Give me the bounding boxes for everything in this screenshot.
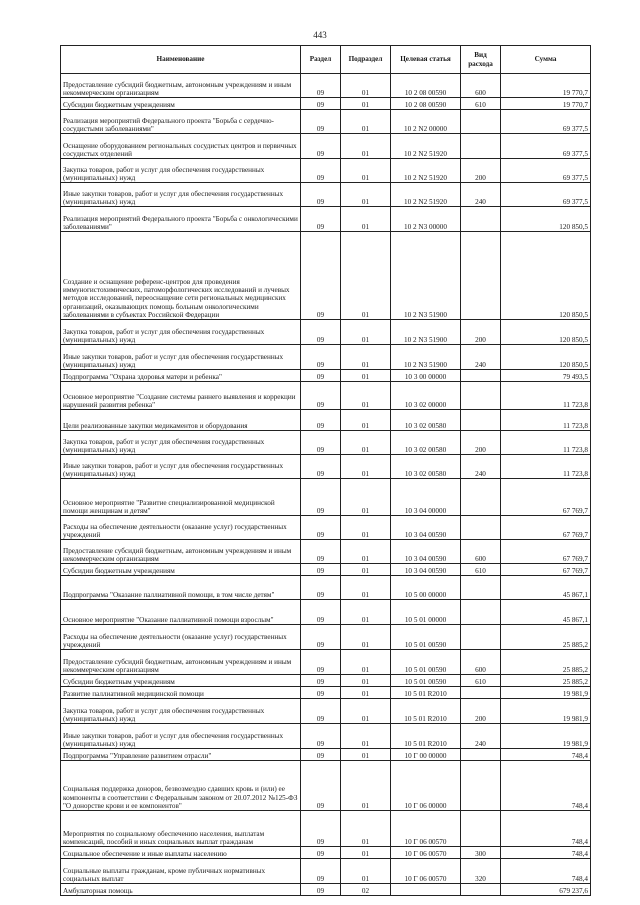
cell-podrazdel: 01 xyxy=(341,134,391,159)
cell-razdel: 09 xyxy=(301,455,341,479)
cell-podrazdel: 01 xyxy=(341,110,391,134)
cell-summa: 25 885,2 xyxy=(501,625,591,650)
table-row xyxy=(61,687,591,699)
cell-razdel: 09 xyxy=(301,859,341,884)
cell-razdel: 09 xyxy=(301,576,341,600)
cell-podrazdel: 01 xyxy=(341,183,391,207)
cell-statya: 10 2 N2 51920 xyxy=(391,183,461,207)
cell-razdel: 09 xyxy=(301,345,341,370)
table-row xyxy=(61,761,591,811)
cell-vid xyxy=(461,410,501,431)
table-row xyxy=(61,479,591,516)
cell-statya: 10 5 01 00590 xyxy=(391,650,461,675)
cell-name: Социальная поддержка доноров, безвозмездно сдавших кровь и (или) ее компоненты в соответствии с Федеральным законом от 20.07.2012 №125-ФЗ "О донорстве крови и ее компонентов" xyxy=(61,761,301,811)
table-row xyxy=(61,74,591,98)
cell-statya: 10 2 N3 51900 xyxy=(391,320,461,345)
cell-vid: 240 xyxy=(461,183,501,207)
cell-statya: 10 3 02 00580 xyxy=(391,455,461,479)
cell-summa: 19 981,9 xyxy=(501,724,591,749)
cell-statya: 10 Г 00 00000 xyxy=(391,749,461,761)
cell-podrazdel: 01 xyxy=(341,232,391,320)
cell-vid xyxy=(461,749,501,761)
cell-razdel: 09 xyxy=(301,410,341,431)
header-summa: Сумма xyxy=(501,46,591,74)
header-row xyxy=(61,46,591,74)
cell-statya: 10 5 00 00000 xyxy=(391,576,461,600)
cell-summa: 45 867,1 xyxy=(501,600,591,625)
cell-razdel: 09 xyxy=(301,600,341,625)
cell-vid xyxy=(461,576,501,600)
cell-vid: 240 xyxy=(461,455,501,479)
cell-razdel: 09 xyxy=(301,811,341,847)
cell-razdel: 09 xyxy=(301,159,341,183)
cell-summa: 120 850,5 xyxy=(501,207,591,232)
cell-vid: 240 xyxy=(461,345,501,370)
cell-vid: 300 xyxy=(461,847,501,859)
cell-summa: 120 850,5 xyxy=(501,320,591,345)
cell-name: Закупка товаров, работ и услуг для обеспечения государственных (муниципальных) нужд xyxy=(61,699,301,724)
cell-summa: 69 377,5 xyxy=(501,183,591,207)
cell-vid xyxy=(461,687,501,699)
cell-statya: 10 2 08 00590 xyxy=(391,98,461,110)
cell-vid xyxy=(461,207,501,232)
table-row xyxy=(61,370,591,382)
cell-podrazdel: 01 xyxy=(341,516,391,540)
table-row xyxy=(61,749,591,761)
cell-podrazdel: 02 xyxy=(341,884,391,896)
cell-statya: 10 Г 06 00000 xyxy=(391,761,461,811)
budget-table xyxy=(60,45,591,896)
cell-statya: 10 2 N2 51920 xyxy=(391,134,461,159)
header-statya: Целевая статья xyxy=(391,46,461,74)
cell-summa: 69 377,5 xyxy=(501,110,591,134)
cell-podrazdel: 01 xyxy=(341,345,391,370)
header-vid: Вид расхода xyxy=(461,46,501,74)
cell-statya: 10 5 01 R2010 xyxy=(391,687,461,699)
cell-name: Социальное обеспечение и иные выплаты населению xyxy=(61,847,301,859)
cell-statya: 10 2 N3 00000 xyxy=(391,207,461,232)
cell-razdel: 09 xyxy=(301,431,341,455)
table-row xyxy=(61,859,591,884)
cell-razdel: 09 xyxy=(301,749,341,761)
cell-podrazdel: 01 xyxy=(341,479,391,516)
table-row xyxy=(61,345,591,370)
cell-statya: 10 5 01 R2010 xyxy=(391,699,461,724)
cell-name: Основное мероприятие "Оказание паллиативной помощи взрослым" xyxy=(61,600,301,625)
cell-podrazdel: 01 xyxy=(341,98,391,110)
cell-podrazdel: 01 xyxy=(341,74,391,98)
table-row xyxy=(61,232,591,320)
cell-summa: 67 769,7 xyxy=(501,516,591,540)
cell-vid xyxy=(461,479,501,516)
cell-podrazdel: 01 xyxy=(341,564,391,576)
cell-vid: 610 xyxy=(461,564,501,576)
cell-summa: 679 237,6 xyxy=(501,884,591,896)
table-row xyxy=(61,650,591,675)
cell-podrazdel: 01 xyxy=(341,320,391,345)
cell-razdel: 09 xyxy=(301,884,341,896)
table-row xyxy=(61,431,591,455)
header-podrazdel: Подраздел xyxy=(341,46,391,74)
cell-name: Мероприятия по социальному обеспечению населения, выплатам компенсаций, пособий и иных социальных выплат гражданам xyxy=(61,811,301,847)
cell-razdel: 09 xyxy=(301,207,341,232)
table-row xyxy=(61,699,591,724)
cell-vid xyxy=(461,516,501,540)
cell-name: Предоставление субсидий бюджетным, автономным учреждениям и иным некоммерческим организациям xyxy=(61,540,301,564)
cell-podrazdel: 01 xyxy=(341,410,391,431)
cell-razdel: 09 xyxy=(301,134,341,159)
cell-statya: 10 3 02 00580 xyxy=(391,431,461,455)
cell-razdel: 09 xyxy=(301,98,341,110)
cell-name: Предоставление субсидий бюджетным, автономным учреждениям и иным некоммерческим организациям xyxy=(61,74,301,98)
cell-statya: 10 5 01 R2010 xyxy=(391,724,461,749)
cell-razdel: 09 xyxy=(301,847,341,859)
cell-vid: 200 xyxy=(461,431,501,455)
cell-vid: 610 xyxy=(461,675,501,687)
table-row xyxy=(61,847,591,859)
cell-vid: 600 xyxy=(461,74,501,98)
cell-vid xyxy=(461,134,501,159)
cell-razdel: 09 xyxy=(301,110,341,134)
cell-razdel: 09 xyxy=(301,479,341,516)
cell-statya: 10 3 02 00000 xyxy=(391,382,461,410)
table-body xyxy=(61,74,591,896)
cell-podrazdel: 01 xyxy=(341,207,391,232)
cell-statya: 10 3 02 00580 xyxy=(391,410,461,431)
cell-vid: 600 xyxy=(461,540,501,564)
cell-name: Расходы на обеспечение деятельности (оказание услуг) государственных учреждений xyxy=(61,516,301,540)
cell-summa: 19 981,9 xyxy=(501,699,591,724)
cell-podrazdel: 01 xyxy=(341,811,391,847)
page-number: 443 xyxy=(313,30,327,40)
cell-podrazdel: 01 xyxy=(341,576,391,600)
table-row xyxy=(61,724,591,749)
cell-summa: 748,4 xyxy=(501,847,591,859)
cell-vid: 200 xyxy=(461,159,501,183)
cell-razdel: 09 xyxy=(301,625,341,650)
cell-podrazdel: 01 xyxy=(341,370,391,382)
table-row xyxy=(61,675,591,687)
cell-statya: 10 Г 06 00570 xyxy=(391,859,461,884)
cell-vid xyxy=(461,884,501,896)
table-header xyxy=(61,46,591,74)
cell-summa: 748,4 xyxy=(501,749,591,761)
table-row xyxy=(61,625,591,650)
cell-summa: 25 885,2 xyxy=(501,675,591,687)
table-row xyxy=(61,382,591,410)
cell-name: Основное мероприятие "Развитие специализированной медицинской помощи женщинам и детям" xyxy=(61,479,301,516)
cell-podrazdel: 01 xyxy=(341,859,391,884)
cell-razdel: 09 xyxy=(301,650,341,675)
cell-name: Закупка товаров, работ и услуг для обеспечения государственных (муниципальных) нужд xyxy=(61,431,301,455)
cell-razdel: 09 xyxy=(301,320,341,345)
table-row xyxy=(61,564,591,576)
cell-name: Создание и оснащение референс-центров для проведения иммуногистохимических, патоморфологических исследований и лучевых методов исследований, переоснащение сети региональных медицинских организаций, оказывающих помощь больным онкологическими заболеваниями в субъектах Российской Федерации xyxy=(61,232,301,320)
cell-name: Иные закупки товаров, работ и услуг для обеспечения государственных (муниципальных) нужд xyxy=(61,455,301,479)
header-name: Наименование xyxy=(61,46,301,74)
cell-name: Амбулаторная помощь xyxy=(61,884,301,896)
cell-podrazdel: 01 xyxy=(341,540,391,564)
cell-summa: 19 770,7 xyxy=(501,74,591,98)
cell-podrazdel: 01 xyxy=(341,600,391,625)
cell-razdel: 09 xyxy=(301,232,341,320)
cell-vid: 610 xyxy=(461,98,501,110)
cell-summa: 748,4 xyxy=(501,811,591,847)
cell-statya: 10 3 04 00590 xyxy=(391,540,461,564)
cell-vid xyxy=(461,811,501,847)
cell-summa: 11 723,8 xyxy=(501,410,591,431)
cell-razdel: 09 xyxy=(301,675,341,687)
cell-statya: 10 Г 06 00570 xyxy=(391,811,461,847)
cell-razdel: 09 xyxy=(301,370,341,382)
cell-vid xyxy=(461,761,501,811)
cell-name: Субсидии бюджетным учреждениям xyxy=(61,98,301,110)
header-razdel: Раздел xyxy=(301,46,341,74)
cell-name: Подпрограмма "Оказание паллиативной помощи, в том числе детям" xyxy=(61,576,301,600)
cell-summa: 25 885,2 xyxy=(501,650,591,675)
table-row xyxy=(61,455,591,479)
cell-summa: 11 723,8 xyxy=(501,455,591,479)
cell-name: Основное мероприятие "Создание системы раннего выявления и коррекции нарушений развития ребенка" xyxy=(61,382,301,410)
cell-statya: 10 3 04 00590 xyxy=(391,564,461,576)
cell-name: Реализация мероприятий Федерального проекта "Борьба с сердечно-сосудистыми заболеваниями" xyxy=(61,110,301,134)
cell-statya: 10 5 01 00590 xyxy=(391,625,461,650)
table-row xyxy=(61,207,591,232)
cell-statya: 10 5 01 00590 xyxy=(391,675,461,687)
cell-summa: 11 723,8 xyxy=(501,431,591,455)
cell-summa: 19 981,9 xyxy=(501,687,591,699)
cell-summa: 748,4 xyxy=(501,761,591,811)
cell-vid xyxy=(461,625,501,650)
cell-razdel: 09 xyxy=(301,183,341,207)
cell-podrazdel: 01 xyxy=(341,431,391,455)
cell-podrazdel: 01 xyxy=(341,761,391,811)
cell-razdel: 09 xyxy=(301,382,341,410)
cell-statya xyxy=(391,884,461,896)
table-row xyxy=(61,600,591,625)
cell-summa: 67 769,7 xyxy=(501,564,591,576)
cell-razdel: 09 xyxy=(301,74,341,98)
cell-statya: 10 3 00 00000 xyxy=(391,370,461,382)
table-row xyxy=(61,159,591,183)
cell-summa: 748,4 xyxy=(501,859,591,884)
table-row xyxy=(61,110,591,134)
cell-podrazdel: 01 xyxy=(341,675,391,687)
cell-podrazdel: 01 xyxy=(341,847,391,859)
cell-vid: 200 xyxy=(461,699,501,724)
table-row xyxy=(61,134,591,159)
cell-statya: 10 2 N3 51900 xyxy=(391,232,461,320)
cell-name: Социальные выплаты гражданам, кроме публичных нормативных социальных выплат xyxy=(61,859,301,884)
cell-summa: 69 377,5 xyxy=(501,159,591,183)
cell-vid xyxy=(461,110,501,134)
cell-summa: 79 493,5 xyxy=(501,370,591,382)
cell-statya: 10 2 N3 51900 xyxy=(391,345,461,370)
table-row xyxy=(61,576,591,600)
cell-podrazdel: 01 xyxy=(341,650,391,675)
cell-name: Подпрограмма "Управление развитием отрасли" xyxy=(61,749,301,761)
cell-name: Иные закупки товаров, работ и услуг для обеспечения государственных (муниципальных) нужд xyxy=(61,345,301,370)
cell-vid: 320 xyxy=(461,859,501,884)
cell-vid: 600 xyxy=(461,650,501,675)
cell-vid xyxy=(461,382,501,410)
table-row xyxy=(61,811,591,847)
cell-razdel: 09 xyxy=(301,564,341,576)
cell-statya: 10 Г 06 00570 xyxy=(391,847,461,859)
cell-summa: 120 850,5 xyxy=(501,345,591,370)
cell-podrazdel: 01 xyxy=(341,699,391,724)
cell-name: Цели реализованные закупки медикаментов и оборудования xyxy=(61,410,301,431)
cell-podrazdel: 01 xyxy=(341,625,391,650)
cell-statya: 10 2 N2 00000 xyxy=(391,110,461,134)
cell-razdel: 09 xyxy=(301,516,341,540)
table-row xyxy=(61,540,591,564)
cell-razdel: 09 xyxy=(301,687,341,699)
cell-summa: 11 723,8 xyxy=(501,382,591,410)
table-row xyxy=(61,516,591,540)
cell-vid: 240 xyxy=(461,724,501,749)
cell-statya: 10 2 08 00590 xyxy=(391,74,461,98)
cell-vid xyxy=(461,232,501,320)
cell-summa: 69 377,5 xyxy=(501,134,591,159)
cell-statya: 10 3 04 00000 xyxy=(391,479,461,516)
cell-name: Оснащение оборудованием региональных сосудистых центров и первичных сосудистых отделений xyxy=(61,134,301,159)
cell-statya: 10 2 N2 51920 xyxy=(391,159,461,183)
cell-podrazdel: 01 xyxy=(341,455,391,479)
cell-summa: 45 867,1 xyxy=(501,576,591,600)
cell-statya: 10 3 04 00590 xyxy=(391,516,461,540)
cell-summa: 67 769,7 xyxy=(501,479,591,516)
cell-podrazdel: 01 xyxy=(341,159,391,183)
cell-razdel: 09 xyxy=(301,699,341,724)
table-row xyxy=(61,98,591,110)
cell-name: Иные закупки товаров, работ и услуг для обеспечения государственных (муниципальных) нужд xyxy=(61,724,301,749)
cell-razdel: 09 xyxy=(301,761,341,811)
cell-razdel: 09 xyxy=(301,540,341,564)
table-row xyxy=(61,410,591,431)
cell-razdel: 09 xyxy=(301,724,341,749)
cell-name: Подпрограмма "Охрана здоровья матери и ребенка" xyxy=(61,370,301,382)
cell-name: Закупка товаров, работ и услуг для обеспечения государственных (муниципальных) нужд xyxy=(61,159,301,183)
cell-name: Развитие паллиативной медицинской помощи xyxy=(61,687,301,699)
cell-podrazdel: 01 xyxy=(341,687,391,699)
table-row xyxy=(61,884,591,896)
cell-statya: 10 5 01 00000 xyxy=(391,600,461,625)
cell-name: Закупка товаров, работ и услуг для обеспечения государственных (муниципальных) нужд xyxy=(61,320,301,345)
cell-name: Иные закупки товаров, работ и услуг для обеспечения государственных (муниципальных) нужд xyxy=(61,183,301,207)
cell-vid xyxy=(461,370,501,382)
cell-name: Расходы на обеспечение деятельности (оказание услуг) государственных учреждений xyxy=(61,625,301,650)
cell-summa: 19 770,7 xyxy=(501,98,591,110)
cell-name: Реализация мероприятий Федерального проекта "Борьба с онкологическими заболеваниями" xyxy=(61,207,301,232)
cell-podrazdel: 01 xyxy=(341,749,391,761)
cell-name: Субсидии бюджетным учреждениям xyxy=(61,564,301,576)
cell-name: Субсидии бюджетным учреждениям xyxy=(61,675,301,687)
cell-summa: 67 769,7 xyxy=(501,540,591,564)
cell-podrazdel: 01 xyxy=(341,382,391,410)
cell-summa: 120 850,5 xyxy=(501,232,591,320)
cell-podrazdel: 01 xyxy=(341,724,391,749)
cell-name: Предоставление субсидий бюджетным, автономным учреждениям и иным некоммерческим организациям xyxy=(61,650,301,675)
table-row xyxy=(61,183,591,207)
cell-vid: 200 xyxy=(461,320,501,345)
table-row xyxy=(61,320,591,345)
cell-vid xyxy=(461,600,501,625)
